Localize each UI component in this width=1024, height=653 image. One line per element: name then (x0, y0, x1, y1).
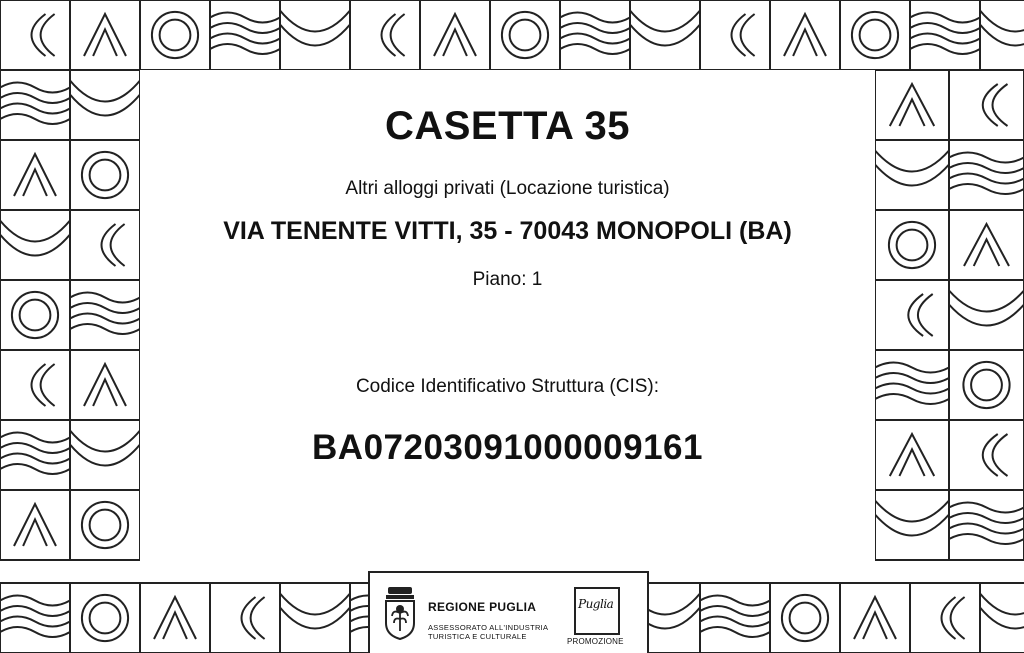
border-tile (875, 70, 949, 140)
border-tile (0, 0, 70, 70)
puglia-promozione-logo (574, 587, 620, 635)
border-tile (70, 210, 140, 280)
border-tile (70, 0, 140, 70)
border-tile (949, 280, 1024, 350)
accommodation-category: Altri alloggi privati (Locazione turistica) (345, 178, 670, 199)
border-tile (0, 140, 70, 210)
cis-label: Codice Identificativo Struttura (CIS): (355, 376, 660, 397)
border-tile (949, 210, 1024, 280)
border-tile (70, 70, 140, 140)
border-tile (840, 0, 910, 70)
logo-footer (368, 571, 649, 653)
border-tile (70, 140, 140, 210)
puglia-logo-lettering: Puglia (578, 597, 614, 611)
border-tile (770, 0, 840, 70)
border-tile (0, 350, 70, 420)
border-tile (700, 583, 770, 653)
border-tile (875, 210, 949, 280)
border-tile (875, 490, 949, 560)
border-tile (910, 583, 980, 653)
border-tile (0, 70, 70, 140)
border-tile (140, 583, 210, 653)
border-tile (630, 0, 700, 70)
structure-name: CASETTA 35 (384, 104, 631, 148)
border-tile (0, 490, 70, 560)
border-tile (210, 583, 280, 653)
border-tile (875, 350, 949, 420)
border-tile (875, 140, 949, 210)
border-tile (0, 420, 70, 490)
border-tile (949, 420, 1024, 490)
border-tile (949, 140, 1024, 210)
border-tile (70, 490, 140, 560)
border-tile (949, 350, 1024, 420)
border-tile (0, 583, 70, 653)
regione-puglia-crest-icon (382, 585, 418, 641)
border-tile (949, 490, 1024, 560)
region-department-line-1: ASSESSORATO ALL'INDUSTRIA (428, 623, 549, 632)
info-panel (140, 70, 875, 578)
border-tile (0, 280, 70, 350)
region-department-line-2: TURISTICA E CULTURALE (428, 632, 527, 641)
border-tile (840, 583, 910, 653)
border-tile (490, 0, 560, 70)
border-tile (140, 0, 210, 70)
border-tile (560, 0, 630, 70)
border-tile (280, 0, 350, 70)
border-tile (980, 583, 1024, 653)
border-tile (420, 0, 490, 70)
cis-code: BA07203091000009161 (312, 428, 703, 467)
border-tile (70, 583, 140, 653)
border-tile (350, 0, 420, 70)
border-tile (70, 280, 140, 350)
floor-number: Piano: 1 (472, 269, 543, 290)
structure-address: VIA TENENTE VITTI, 35 - 70043 MONOPOLI (BA) (223, 217, 792, 245)
border-tile (875, 420, 949, 490)
border-tile (0, 210, 70, 280)
border-tile (70, 420, 140, 490)
border-tile (700, 0, 770, 70)
border-tile (210, 0, 280, 70)
border-tile (910, 0, 980, 70)
border-tile (980, 0, 1024, 70)
region-name: REGIONE PUGLIA (428, 600, 537, 614)
promozione-label: PROMOZIONE (567, 637, 624, 646)
border-tile (770, 583, 840, 653)
border-tile (70, 350, 140, 420)
border-tile (949, 70, 1024, 140)
border-tile (280, 583, 350, 653)
border-tile (875, 280, 949, 350)
